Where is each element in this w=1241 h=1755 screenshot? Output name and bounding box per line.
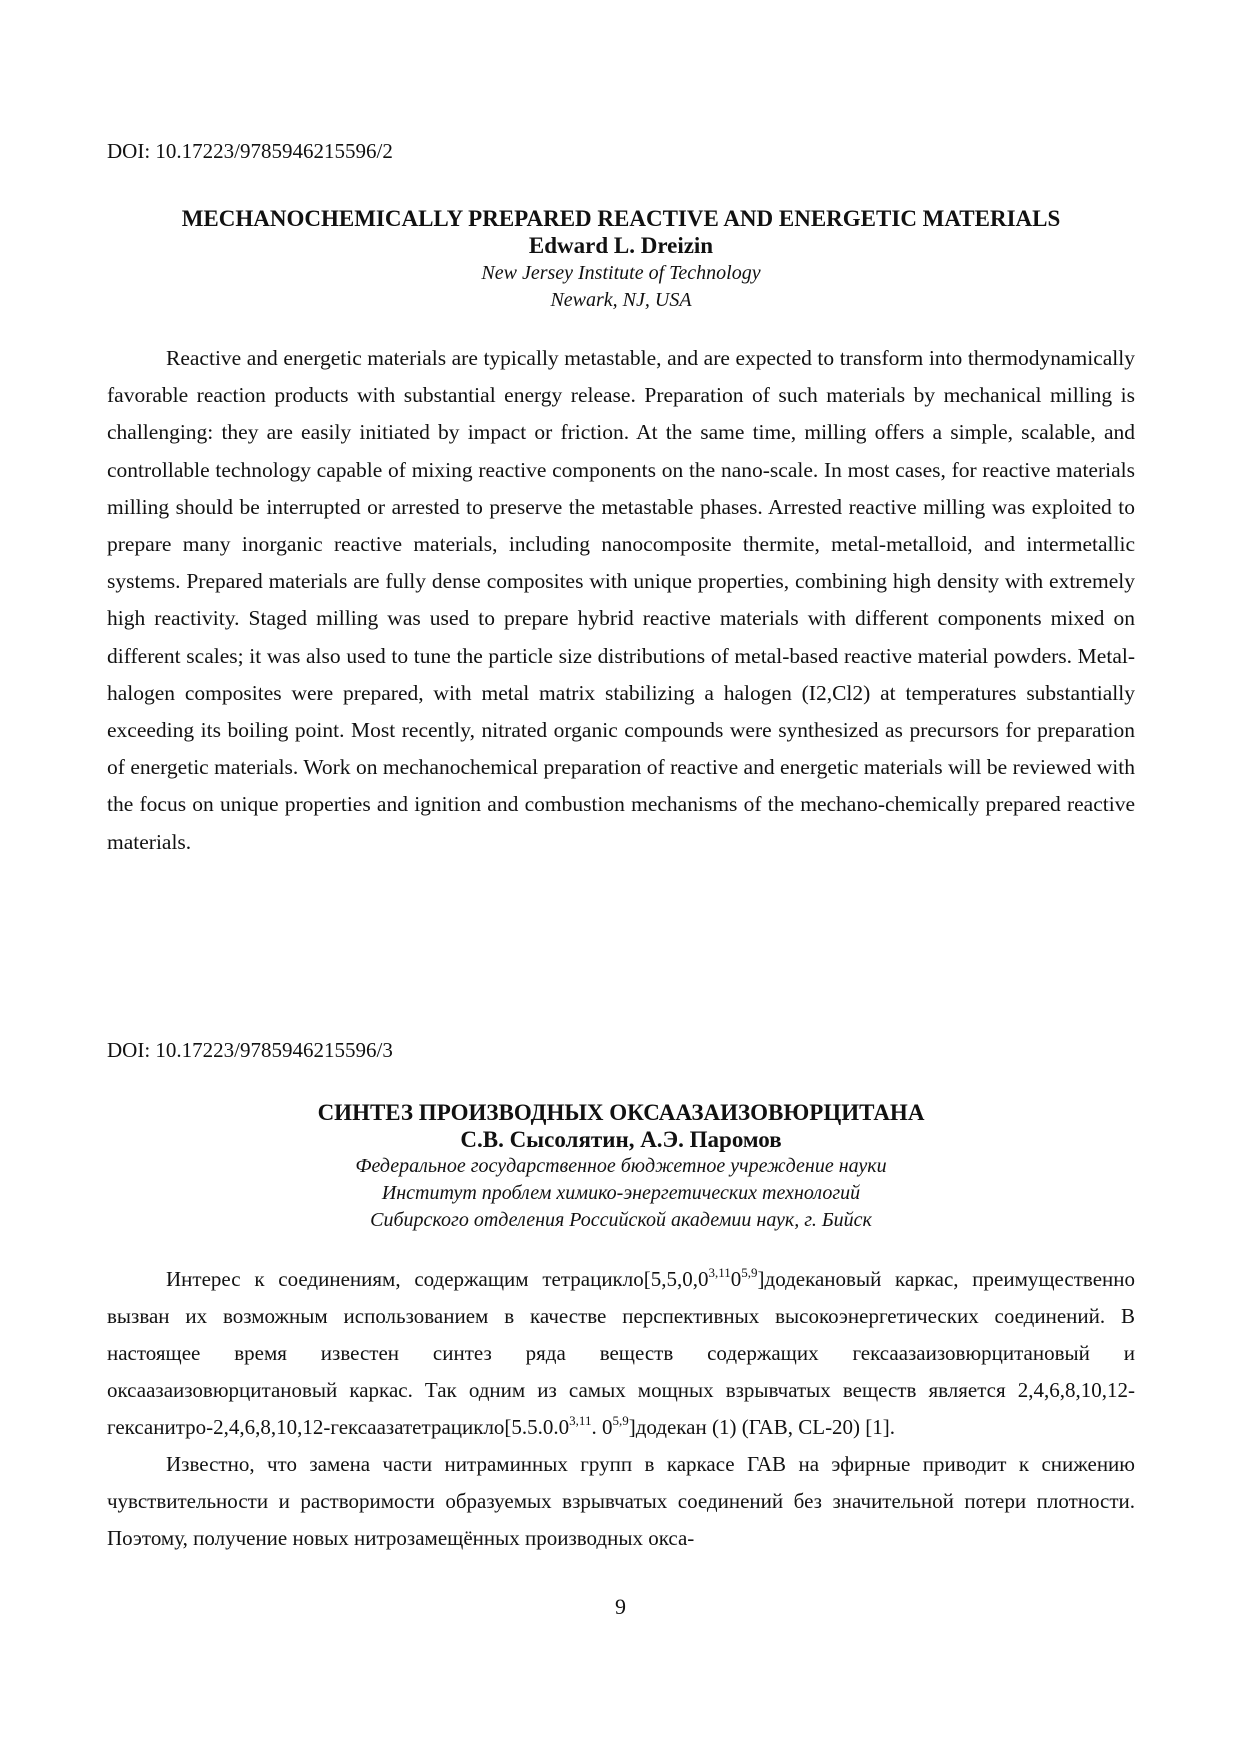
article-1-author: Edward L. Dreizin bbox=[528, 233, 714, 258]
p1-superscript-3: 3,11 bbox=[569, 1413, 592, 1428]
p1-text-d: . 0 bbox=[591, 1415, 613, 1439]
article-1-title: MECHANOCHEMICALLY PREPARED REACTIVE AND ENERGETIC MATERIALS bbox=[181, 206, 1061, 231]
article-2-title: СИНТЕЗ ПРОИЗВОДНЫХ ОКСААЗАИЗОВЮРЦИТАНА bbox=[317, 1100, 925, 1125]
p1-superscript-4: 5,9 bbox=[612, 1413, 629, 1428]
p1-text-e: ]додекан (1) (ГАВ, CL-20) [1]. bbox=[628, 1415, 896, 1439]
article-2-paragraph-2: Известно, что замена части нитраминных групп в каркасе ГАВ на эфирные приводит к снижению чувствительности и растворимости образуемых взрывчатых соединений без значительной потери плотности. Поэтому, получение новых нитрозамещённых производных окса- bbox=[107, 1452, 1135, 1550]
article-1-affiliation-line-2: Newark, NJ, USA bbox=[550, 289, 692, 311]
p1-superscript-1: 3,11 bbox=[708, 1265, 731, 1280]
doi-article-1: DOI: 10.17223/9785946215596/2 bbox=[107, 139, 393, 163]
article-2-affiliation-line-1: Федеральное государственное бюджетное учреждение науки bbox=[355, 1155, 887, 1177]
p1-text-b: 0 bbox=[730, 1267, 742, 1291]
p1-text-a: Интерес к соединениям, содержащим тетрацикло[5,5,0,0 bbox=[166, 1267, 709, 1291]
article-2-paragraph-1 bbox=[107, 1261, 1135, 1446]
doi-article-2: DOI: 10.17223/9785946215596/3 bbox=[107, 1038, 393, 1062]
article-2-affiliation-line-3: Сибирского отделения Российской академии наук, г. Бийск bbox=[370, 1209, 872, 1231]
p1-superscript-2: 5,9 bbox=[741, 1265, 758, 1280]
article-2-authors: С.В. Сысолятин, А.Э. Паромов bbox=[460, 1127, 782, 1152]
article-1-abstract-paragraph: Reactive and energetic materials are typically metastable, and are expected to transform into thermodynamically favorable reaction products with substantial energy release. Preparation of such materials by mechanical milling is challenging: they are easily initiated by impact or friction. At the same time, milling offers a simple, scalable, and controllable technology capable of mixing reactive components on the nano-scale. In most cases, for reactive materials milling should be interrupted or arrested to preserve the metastable phases. Arrested reactive milling was exploited to prepare many inorganic reactive materials, including nanocomposite thermite, metal-metalloid, and intermetallic systems. Prepared materials are fully dense composites with unique properties, combining high density with extremely high reactivity. Staged milling was used to prepare hybrid reactive materials with different components mixed on different scales; it was also used to tune the particle size distributions of metal-based reactive material powders. Metal-halogen composites were prepared, with metal matrix stabilizing a halogen (I2,Cl2) at temperatures substantially exceeding its boiling point. Most recently, nitrated organic compounds were synthesized as precursors for preparation of energetic materials. Work on mechanochemical preparation of reactive and energetic materials will be reviewed with the focus on unique properties and ignition and combustion mechanisms of the mechano-chemically prepared reactive materials. bbox=[107, 346, 1135, 854]
article-1-affiliation-line-1: New Jersey Institute of Technology bbox=[481, 262, 761, 284]
article-2-affiliation-line-2: Институт проблем химико-энергетических технологий bbox=[381, 1182, 861, 1204]
article-1-abstract bbox=[107, 340, 1135, 861]
p1-text-c: ]додекановый каркас, преимущественно вызван их возможным использованием в качестве перспективных высокоэнергетических соединений. В настоящее время известен синтез ряда веществ содержащих гексаазаизовюрцитановый и оксаазаизовюрцитановый каркас. Так одним из самых мощных взрывчатых веществ является 2,4,6,8,10,12-гексанитро-2,4,6,8,10,12-гексаазатетрацикло[5.5.0.0 bbox=[107, 1267, 1135, 1439]
article-2-body bbox=[107, 1261, 1135, 1557]
page-number: 9 bbox=[615, 1594, 626, 1619]
